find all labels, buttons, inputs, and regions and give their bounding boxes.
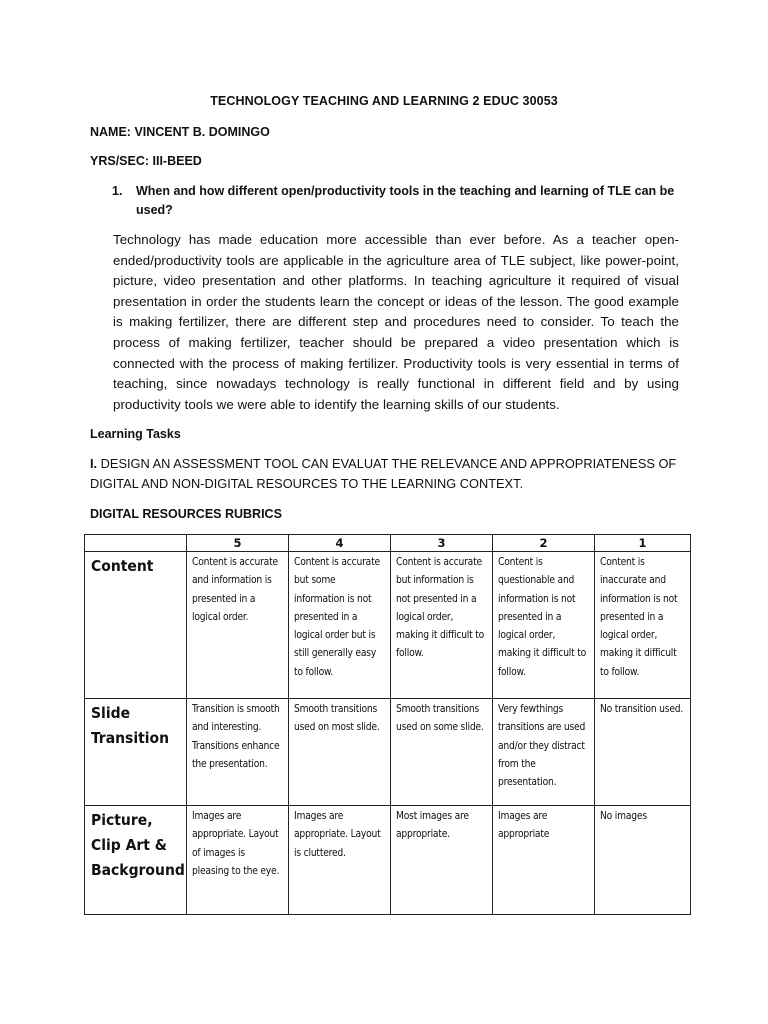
rubric-cell: Smooth transitions used on some slide. — [391, 699, 493, 806]
rubric-cell: Content is questionable and information is not presented in a logical order, making it difficult to follow. — [493, 552, 595, 699]
year-section: YRS/SEC: III-BEED — [90, 154, 202, 168]
rubric-cell: Images are appropriate. Layout of images is pleasing to the eye. — [187, 806, 289, 915]
task-instruction — [90, 454, 690, 494]
rubric-cell: Content is inaccurate and information is not presented in a logical order, making it difficult to follow. — [595, 552, 691, 699]
rubric-table — [84, 534, 691, 915]
rubric-cell: Content is accurate and information is presented in a logical order. — [187, 552, 289, 699]
rubric-cell: No transition used. — [595, 699, 691, 806]
question-item — [112, 182, 682, 220]
student-name: NAME: VINCENT B. DOMINGO — [90, 125, 270, 139]
rubric-cell: No images — [595, 806, 691, 915]
task-number: I. — [90, 456, 98, 471]
rubric-cell: Most images are appropriate. — [391, 806, 493, 915]
rubric-row-slide-transition — [85, 699, 691, 806]
rubric-row-picture — [85, 806, 691, 915]
learning-tasks-heading: Learning Tasks — [90, 427, 181, 441]
answer-paragraph: Technology has made education more accessible than ever before. As a teacher open-ended/productivity tools are applicable in the agriculture area of TLE subject, like power-point, picture, video presentation and other platforms. In teaching agriculture it required of visual presentation in order the students learn the concept or ideas of the lesson. The good example is making fertilizer, there are different step and procedures need to consider. To teach the process of making fertilizer, teacher should be prepared a video presentation which is connected with the process of making fertilizer. Productivity tools is very essential in terms of teaching, since nowadays technology is really functional in different field and by using productivity tools we were able to identify the learning skills of our students. — [113, 232, 679, 412]
rubric-heading: DIGITAL RESOURCES RUBRICS — [90, 507, 282, 521]
score-header-2: 2 — [493, 535, 595, 552]
rubric-cell: Very fewthings transitions are used and/or they distract from the presentation. — [493, 699, 595, 806]
score-header-1: 1 — [595, 535, 691, 552]
rubric-cell: Smooth transitions used on most slide. — [289, 699, 391, 806]
score-header-4: 4 — [289, 535, 391, 552]
rubric-cell: Images are appropriate. Layout is cluttered. — [289, 806, 391, 915]
criterion-label: Content — [85, 552, 187, 699]
criterion-label: Picture, Clip Art & Background — [85, 806, 187, 915]
rubric-cell: Content is accurate but information is not presented in a logical order, making it difficult to follow. — [391, 552, 493, 699]
rubric-cell: Images are appropriate — [493, 806, 595, 915]
rubric-header-cell — [85, 535, 187, 552]
score-header-3: 3 — [391, 535, 493, 552]
rubric-header-row — [85, 535, 691, 552]
document-title: TECHNOLOGY TEACHING AND LEARNING 2 EDUC 30053 — [210, 94, 558, 108]
task-text: DESIGN AN ASSESSMENT TOOL CAN EVALUAT THE RELEVANCE AND APPROPRIATENESS OF DIGITAL AND NON-DIGITAL RESOURCES TO THE LEARNING CONTEXT. — [90, 456, 677, 491]
question-number: 1. — [112, 184, 123, 198]
score-header-5: 5 — [187, 535, 289, 552]
rubric-cell: Transition is smooth and interesting. Transitions enhance the presentation. — [187, 699, 289, 806]
rubric-row-content — [85, 552, 691, 699]
rubric-cell: Content is accurate but some information is not presented in a logical order but is still generally easy to follow. — [289, 552, 391, 699]
question-text: When and how different open/productivity tools in the teaching and learning of TLE can be used? — [136, 184, 675, 217]
criterion-label: Slide Transition — [85, 699, 187, 806]
